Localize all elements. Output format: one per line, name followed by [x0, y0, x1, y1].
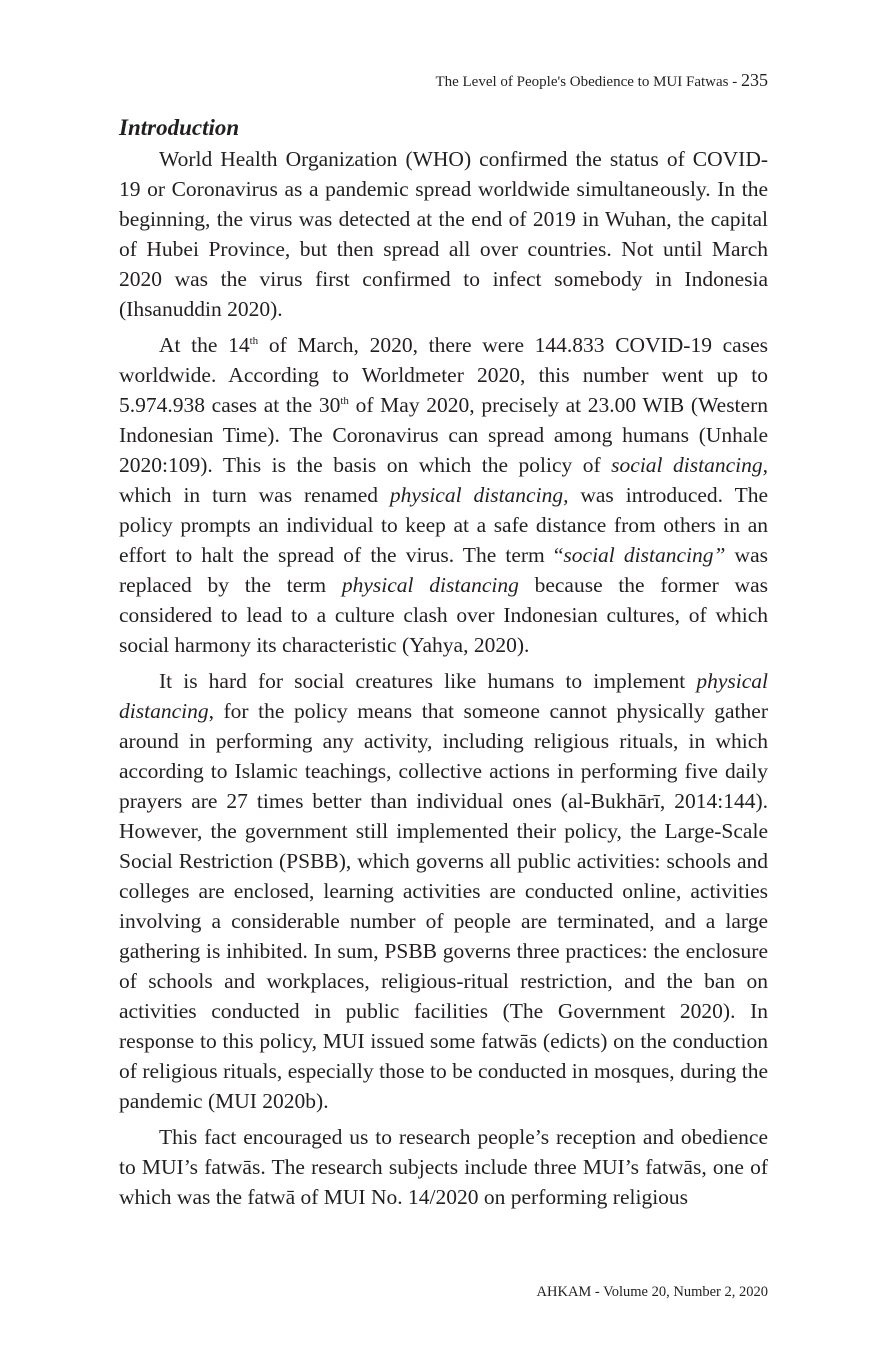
running-head-separator: -	[732, 74, 738, 90]
main-content	[119, 112, 768, 1212]
text-run: was introduced. The policy prompts an individual to keep at a safe distance from others in an effort to halt the spread of the virus. The term “	[119, 483, 768, 567]
running-head-title: The Level of People's Obedience to MUI Fatwas	[435, 74, 729, 90]
text-run: , for the policy means that someone cannot physically gather around in performing any activity, including religious rituals, in which according to Islamic teachings, collective actions in performing five daily prayers are 27 times better than individual ones (al-Bukhārī, 2014:144). However, the government still implemented their policy, the Large-Scale Social Restriction (PSBB), which governs all public activities: schools and colleges are enclosed, learning activities are conducted online, activities involving a considerable number of people are terminated, and a large gathering is inhibited. In sum, PSBB governs three practices: the enclosure of schools and workplaces, religious-ritual restriction, and the ban on activities conducted in public facilities (The Government 2020). In response to this policy, MUI issued some fatwās (edicts) on the conduction of religious rituals, especially those to be conducted in mosques, during the pandemic (MUI 2020b).	[119, 699, 768, 1113]
text-run: of May 2020, precisely at 23.00 WIB (Western Indonesian Time). The Coronavirus can spread among humans (Unhale 2020:109). This is the basis on which the policy of	[119, 393, 768, 477]
text-run: of March, 2020, there were 144.833 COVID-19 cases worldwide. According to Worldmeter 2020, this number went up to 5.974.938 cases at the 30	[119, 333, 768, 417]
running-head	[435, 69, 768, 93]
section-heading: Introduction	[119, 115, 240, 140]
text-run: At the 14	[159, 333, 250, 357]
text-run: because the former was considered to lead to a culture clash over Indonesian cultures, of which social harmony its characteristic (Yahya, 2020).	[119, 573, 768, 657]
paragraph-3	[119, 666, 768, 1116]
text-run: This fact encouraged us to research people’s reception and obedience to MUI’s fatwās. The research subjects include three MUI’s fatwās, one of which was the fatwā of MUI No. 14/2020 on performing religious	[119, 1125, 768, 1209]
paragraph-1	[119, 144, 768, 324]
page-number: 235	[741, 70, 768, 90]
text-run: It is hard for social creatures like humans to implement	[159, 669, 697, 693]
ordinal-superscript: th	[249, 335, 259, 347]
italic-term: physical distancing	[119, 669, 768, 723]
paragraph-4	[119, 1122, 768, 1212]
ordinal-superscript: th	[340, 395, 349, 407]
italic-term: physical distancing,	[389, 483, 569, 507]
paragraph-2	[119, 330, 768, 660]
page-footer: AHKAM - Volume 20, Number 2, 2020	[536, 1284, 768, 1300]
text-run: World Health Organization (WHO) confirmed the status of COVID-19 or Coronavirus as a pandemic spread worldwide simultaneously. In the beginning, the virus was detected at the end of 2019 in Wuhan, the capital of Hubei Province, but then spread all over countries. Not until March 2020 was the virus first confirmed to infect somebody in Indonesia (Ihsanuddin 2020).	[119, 147, 768, 321]
italic-term: social distancing,	[611, 453, 768, 477]
italic-term: social distancing”	[563, 543, 726, 567]
text-run: was replaced by the term	[119, 543, 768, 597]
text-run: which in turn was renamed	[119, 483, 390, 507]
italic-term: physical distancing	[341, 573, 519, 597]
